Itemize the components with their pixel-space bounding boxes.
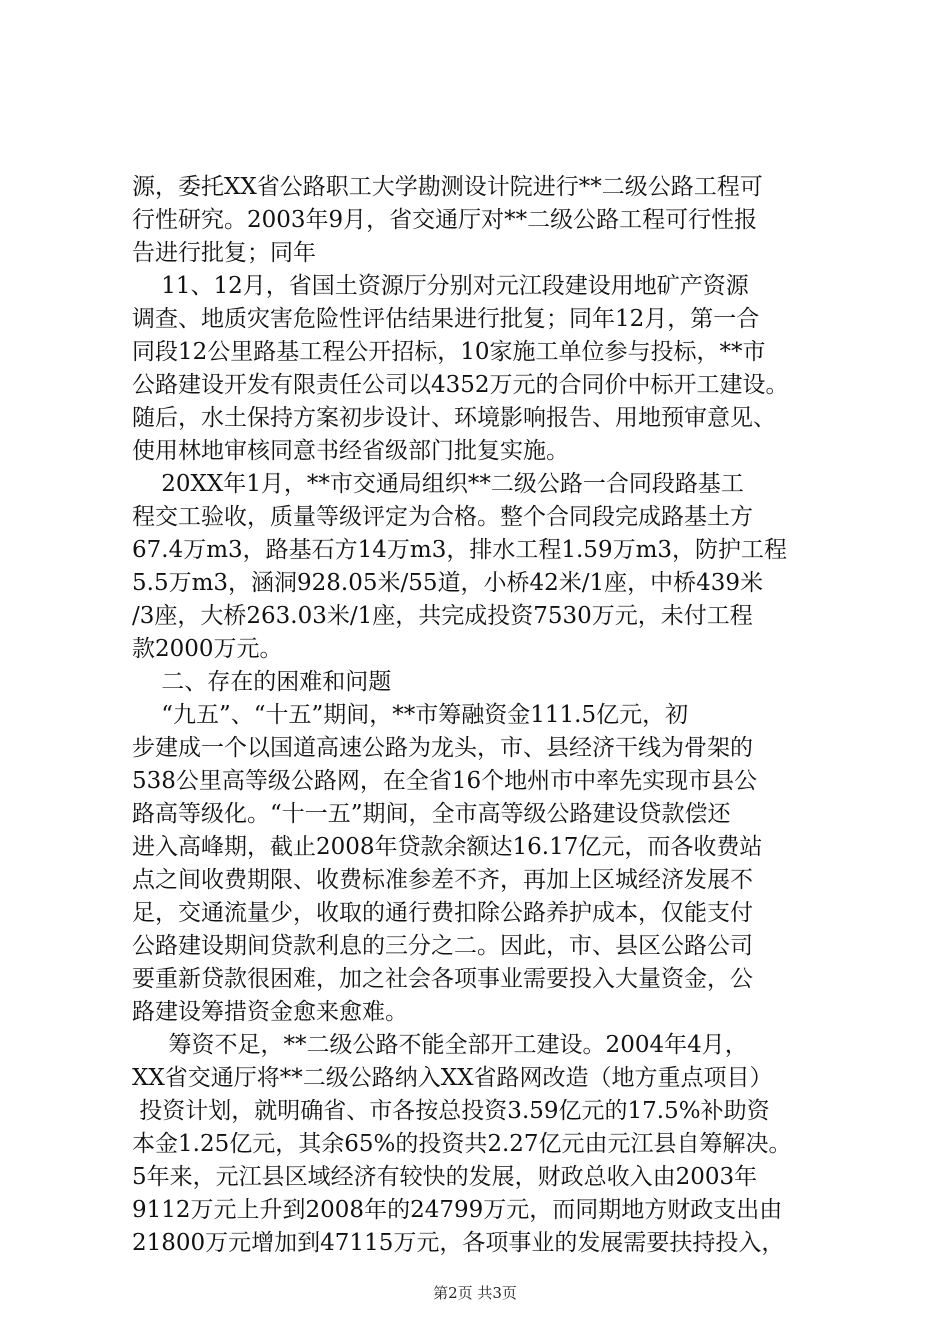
text-line: 使用林地审核同意书经省级部门批复实施。	[132, 438, 569, 464]
text-line: XX省交通厅将**二级公路纳入XX省路网改造（地方重点项目）	[132, 1065, 773, 1091]
text-line: 67.4万m3，路基石方14万m3，排水工程1.59万m3，防护工程	[132, 537, 788, 563]
text-line: 程交工验收，质量等级评定为合格。整个合同段完成路基土方	[132, 504, 753, 530]
text-line: 款2000万元。	[132, 636, 283, 662]
text-line: 进入高峰期，截止2008年贷款余额达16.17亿元，而各收费站	[132, 834, 763, 860]
text-line: 步建成一个以国道高速公路为龙头，市、县经济干线为骨架的	[132, 735, 753, 761]
text-line: 538公里高等级公路网，在全省16个地州市中率先实现市县公	[132, 768, 758, 794]
text-line: 公路建设开发有限责任公司以4352万元的合同价中标开工建设。	[132, 372, 789, 398]
text-line: 点之间收费期限、收费标准参差不齐，再加上区城经济发展不	[132, 867, 753, 893]
text-line: 路高等级化。“十一五”期间，全市高等级公路建设贷款偿还	[132, 801, 731, 827]
text-line: “九五”、“十五”期间，**市筹融资金111.5亿元，初	[132, 702, 689, 728]
text-line: 行性研究。2003年9月，省交通厅对**二级公路工程可行性报	[132, 207, 758, 233]
text-line: 调查、地质灾害危险性评估结果进行批复；同年12月，第一合	[132, 306, 760, 332]
text-line: 要重新贷款很困难，加之社会各项事业需要投入大量资金，公	[132, 966, 753, 992]
text-line: 21800万元增加到47115万元，各项事业的发展需要扶持投入，	[132, 1230, 785, 1256]
text-line: 5年来，元江县区域经济有较快的发展，财政总收入由2003年	[132, 1164, 758, 1190]
text-line: 筹资不足，**二级公路不能全部开工建设。2004年4月，	[132, 1032, 748, 1058]
text-line: 同段12公里路基工程公开招标，10家施工单位参与投标，**市	[132, 339, 766, 365]
text-line: 5.5万m3，涵洞928.05米/55道，小桥42米/1座，中桥439米	[132, 570, 764, 596]
text-line: 9112万元上升到2008年的24799万元，而同期地方财政支出由	[132, 1197, 783, 1223]
text-line: 20XX年1月，**市交通局组织**二级公路一合同段路基工	[132, 471, 744, 497]
text-line: 随后，水土保持方案初步设计、环境影响报告、用地预审意见、	[132, 405, 776, 431]
page-number-footer: 第2页 共3页	[433, 1284, 517, 1302]
text-line: 告进行批复；同年	[132, 240, 316, 266]
text-line: 本金1.25亿元，其余65%的投资共2.27亿元由元江县自筹解决。	[132, 1131, 792, 1157]
text-line: 路建设筹措资金愈来愈难。	[132, 999, 408, 1025]
text-line: 投资计划，就明确省、市各按总投资3.59亿元的17.5%补助资	[132, 1098, 770, 1124]
text-line: 公路建设期间贷款利息的三分之二。因此，市、县区公路公司	[132, 933, 753, 959]
text-line: 足，交通流量少，收取的通行费扣除公路养护成本，仅能支付	[132, 900, 753, 926]
text-line: /3座，大桥263.03米/1座，共完成投资7530万元，未付工程	[132, 603, 753, 629]
section-heading: 二、存在的困难和问题	[132, 669, 392, 695]
text-line: 11、12月，省国土资源厅分别对元江段建设用地矿产资源	[132, 273, 749, 299]
text-line: 源，委托XX省公路职工大学勘测设计院进行**二级公路工程可	[132, 174, 763, 200]
